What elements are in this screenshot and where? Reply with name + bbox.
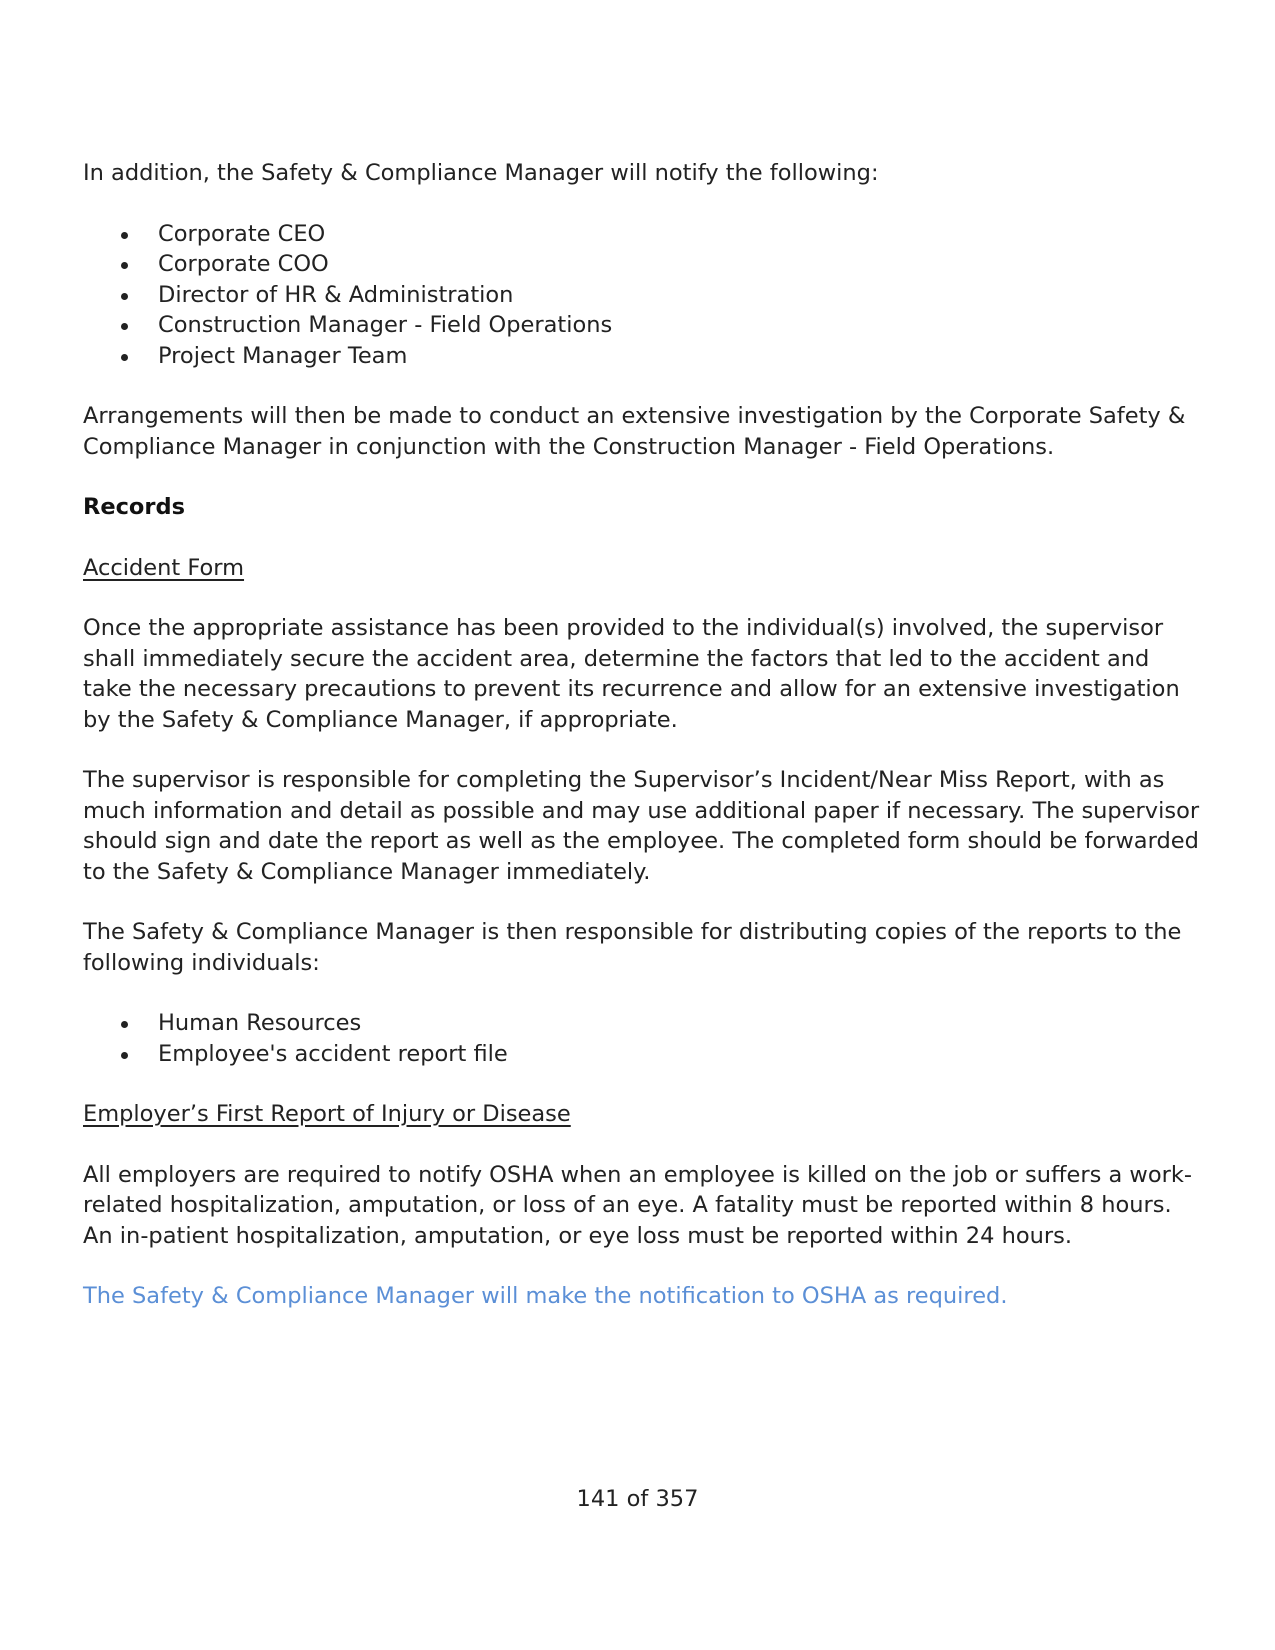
list-item: Human Resources xyxy=(158,1008,1203,1039)
arrangements-paragraph: Arrangements will then be made to conduct an extensive investigation by the Corporate Safety & Compliance Manager in conjunction with the Construction Manager - Field Operations. xyxy=(83,403,1186,460)
list-item: Construction Manager - Field Operations xyxy=(158,310,1203,341)
list-item: Corporate COO xyxy=(158,249,1203,280)
list-item: Project Manager Team xyxy=(158,341,1203,372)
accident-form-paragraph-1: Once the appropriate assistance has been provided to the individual(s) involved, the supervisor shall immediately secure the accident area, determine the factors that led to the accident and take the necessary precautions to prevent its recurrence and allow for an extensive investigation by the Safety & Compliance Manager, if appropriate. xyxy=(83,615,1180,733)
list-item: Employee's accident report file xyxy=(158,1039,1203,1070)
first-report-heading: Employer’s First Report of Injury or Disease xyxy=(83,1101,571,1127)
list-item: Corporate CEO xyxy=(158,219,1203,250)
accident-form-heading: Accident Form xyxy=(83,554,245,581)
intro-paragraph: In addition, the Safety & Compliance Manager will notify the following: xyxy=(83,160,879,186)
records-heading: Records xyxy=(83,494,185,520)
distribution-list xyxy=(83,1008,1203,1069)
accident-form-paragraph-2: The supervisor is responsible for completing the Supervisor’s Incident/Near Miss Report, with as much information and detail as possible and may use additional paper if necessary. The supervisor should sign and date the report as well as the employee. The completed form should be forwarded to the Safety & Compliance Manager immediately. xyxy=(83,767,1200,885)
list-item: Director of HR & Administration xyxy=(158,280,1203,311)
osha-notification-note: The Safety & Compliance Manager will make the notification to OSHA as required. xyxy=(83,1283,1008,1309)
page-number: 141 of 357 xyxy=(576,1486,699,1512)
notify-list xyxy=(83,219,1203,372)
document-page xyxy=(83,158,1203,1342)
first-report-paragraph: All employers are required to notify OSHA when an employee is killed on the job or suffers a work-related hospitalization, amputation, or loss of an eye. A fatality must be reported within 8 hours. An in-patient hospitalization, amputation, or eye loss must be reported within 24 hours. xyxy=(83,1161,1192,1249)
accident-form-paragraph-3: The Safety & Compliance Manager is then responsible for distributing copies of the reports to the following individuals: xyxy=(83,919,1182,976)
